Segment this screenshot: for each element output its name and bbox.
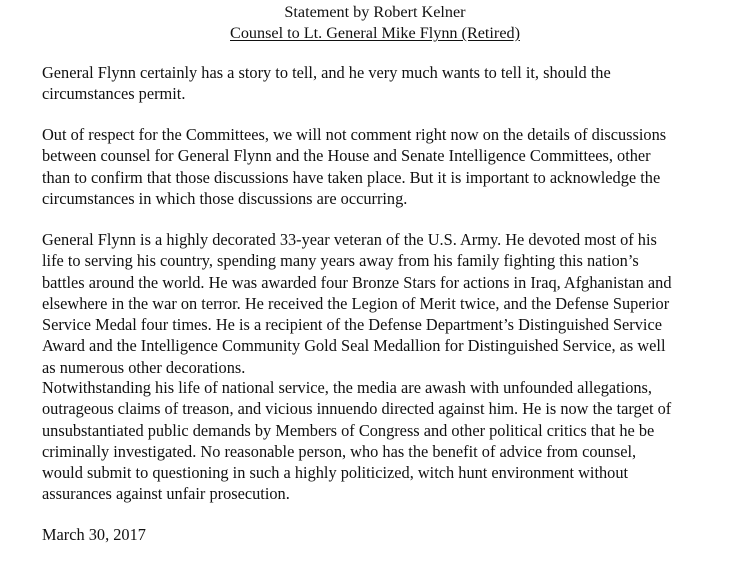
paragraph-line: criminally investigated. No reasonable person, who has the benefit of advice from counsel, (42, 441, 637, 461)
date-text: March 30, 2017 (42, 525, 146, 544)
paragraph-line: assurances against unfair prosecution. (42, 484, 290, 504)
paragraph-line: Out of respect for the Committees, we will not comment right now on the details of discussions (42, 125, 667, 144)
paragraph-line: between counsel for General Flynn and the House and Senate Intelligence Committees, other (42, 146, 651, 166)
paragraph-line: as numerous other decorations. (42, 357, 246, 377)
statement-subtitle: Counsel to Lt. General Mike Flynn (Retired) (230, 24, 520, 42)
statement-date (42, 524, 742, 545)
paragraph-line: circumstances in which those discussions are occurring. (42, 188, 408, 208)
paragraph-line: life to serving his country, spending many years away from his family fighting this nation’s (42, 251, 639, 271)
paragraph-line: battles around the world. He was awarded four Bronze Stars for actions in Iraq, Afghanistan and (42, 272, 672, 292)
paragraph-line: elsewhere in the war on terror. He received the Legion of Merit twice, and the Defense Superior (42, 293, 670, 313)
paragraph-story-to-tell (42, 62, 742, 105)
paragraph-line: outrageous claims of treason, and vicious innuendo directed against him. He is now the target of (42, 399, 672, 419)
paragraph-line: circumstances permit. (42, 84, 186, 104)
statement-header (0, 2, 750, 44)
paragraph-line: General Flynn certainly has a story to tell, and he very much wants to tell it, should the (42, 63, 611, 82)
paragraph-media-allegations (42, 377, 742, 505)
statement-title: Statement by Robert Kelner (284, 3, 466, 21)
paragraph-military-service (42, 229, 742, 378)
paragraph-line: unsubstantiated public demands by Members of Congress and other political critics that he be (42, 420, 655, 440)
paragraph-line: General Flynn is a highly decorated 33-year veteran of the U.S. Army. He devoted most of his (42, 230, 657, 249)
paragraph-committees (42, 124, 742, 209)
paragraph-line: than to confirm that those discussions have taken place. But it is important to acknowledge the (42, 167, 661, 187)
paragraph-line: would submit to questioning in such a highly politicized, witch hunt environment without (42, 463, 629, 483)
paragraph-line: Notwithstanding his life of national service, the media are awash with unfounded allegations, (42, 378, 653, 397)
paragraph-line: Award and the Intelligence Community Gold Seal Medallion for Distinguished Service, as well (42, 336, 666, 356)
paragraph-line: Service Medal four times. He is a recipient of the Defense Department’s Distinguished Service (42, 315, 662, 335)
